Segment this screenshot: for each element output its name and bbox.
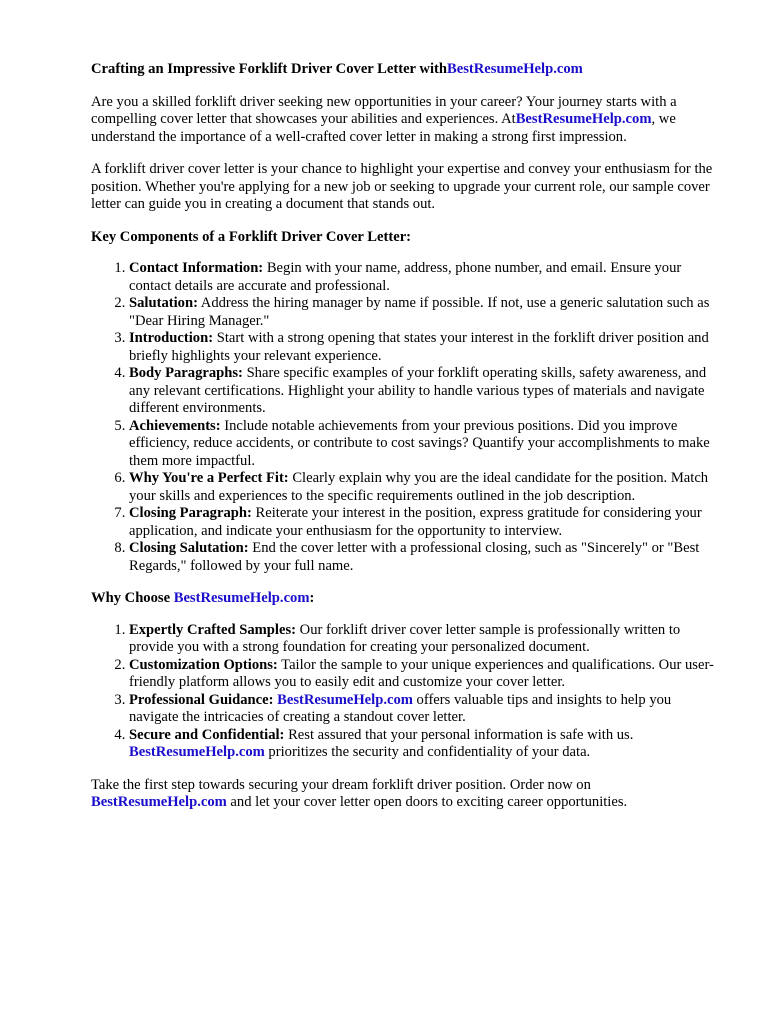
list-item: [129, 692, 718, 727]
list-item-term: Salutation:: [129, 295, 198, 311]
closing-paragraph: [91, 777, 718, 812]
list-item-term: Achievements:: [129, 417, 221, 434]
why-choose-prefix: Why Choose: [91, 590, 174, 606]
list-item-term: Closing Paragraph:: [129, 505, 252, 521]
list-item-term: Expertly Crafted Samples:: [129, 621, 296, 638]
list-item: [129, 470, 718, 505]
list-item: [129, 727, 718, 762]
title-link[interactable]: BestResumeHelp.com: [447, 61, 583, 77]
why-choose-list: [91, 622, 718, 762]
list-item-term: Secure and Confidential:: [129, 726, 285, 743]
closing-link[interactable]: BestResumeHelp.com: [91, 794, 227, 810]
intro-paragraph: [91, 94, 718, 147]
closing-text-start: Take the first step towards securing your dream forklift driver position. Order now on: [91, 776, 591, 793]
list-item-term: Professional Guidance:: [129, 691, 274, 708]
list-item-term: Closing Salutation:: [129, 540, 249, 556]
list-item-term: Contact Information:: [129, 260, 264, 276]
list-item-link[interactable]: BestResumeHelp.com: [277, 691, 413, 708]
list-item-term: Body Paragraphs:: [129, 365, 243, 381]
list-item: [129, 295, 718, 330]
list-item-text: Our forklift driver cover letter sample is professionally written to provide you with a strong foundation for creating your personalized document.: [129, 621, 681, 655]
list-item-text: Begin with your name, address, phone number, and email. Ensure your contact details are accurate and professional.: [129, 260, 682, 294]
list-item-term: Customization Options:: [129, 656, 278, 673]
list-item-text-end: prioritizes the security and confidentiality of your data.: [264, 744, 591, 760]
why-choose-link[interactable]: BestResumeHelp.com: [173, 590, 310, 606]
components-list: [91, 260, 718, 575]
list-item-text: Rest assured that your personal information is safe with us.: [284, 726, 634, 743]
list-item-text: Clearly explain why you are the ideal candidate for the position. Match your skills and experiences to the specific requirements outlined in the job description.: [129, 470, 709, 504]
list-item-text: Tailor the sample to your unique experiences and qualifications. Our user-friendly platform allows you to easily edit and customize your cover letter.: [129, 656, 714, 690]
list-item-term: Introduction:: [129, 330, 214, 346]
intro-text-end: , we understand the importance of a well-crafted cover letter in making a strong first impression.: [91, 111, 676, 145]
list-item: [129, 260, 718, 295]
list-item-text: Share specific examples of your forklift operating skills, safety awareness, and any relevant certifications. Highlight your ability to handle various types of materials and navigate different environments.: [129, 365, 707, 416]
components-heading: Key Components of a Forklift Driver Cover Letter:: [91, 228, 412, 245]
list-item-text: Include notable achievements from your previous positions. Did you improve efficiency, reduce accidents, or contribute to cost savings? Quantify your accomplishments to make them more impactful.: [129, 417, 710, 469]
intro-link[interactable]: BestResumeHelp.com: [515, 111, 652, 127]
why-choose-suffix: :: [309, 590, 315, 606]
list-item: [129, 540, 718, 575]
list-item: [129, 505, 718, 540]
list-item: [129, 330, 718, 365]
intro-text-start: Are you a skilled forklift driver seeking new opportunities in your career? Your journey starts with a compelling cover letter that showcases your abilities and experiences. At: [91, 93, 677, 127]
list-item-text: Start with a strong opening that states your interest in the forklift driver position and briefly highlights your relevant experience.: [129, 330, 709, 364]
list-item: [129, 418, 718, 471]
list-item: [129, 365, 718, 418]
why-choose-heading: [91, 590, 718, 608]
list-item: [129, 657, 718, 692]
list-item-link[interactable]: BestResumeHelp.com: [129, 744, 265, 760]
title-text: Crafting an Impressive Forklift Driver Cover Letter with: [91, 61, 447, 77]
document-title: [91, 61, 718, 79]
list-item-term: Why You're a Perfect Fit:: [129, 470, 289, 486]
second-paragraph: A forklift driver cover letter is your chance to highlight your expertise and convey your enthusiasm for the position. Whether you're applying for a new job or seeking to upgrade your current role, our sample cover letter can guide you in creating a document that stands out.: [91, 161, 713, 212]
list-item: [129, 622, 718, 657]
list-item-text: Reiterate your interest in the position, express gratitude for considering your application, and indicate your enthusiasm for the opportunity to interview.: [129, 505, 702, 539]
list-item-text: Address the hiring manager by name if possible. If not, use a generic salutation such as "Dear Hiring Manager.": [129, 295, 710, 329]
closing-text-end: and let your cover letter open doors to exciting career opportunities.: [226, 794, 628, 810]
list-item-text: offers valuable tips and insights to help you navigate the intricacies of creating a standout cover letter.: [129, 691, 672, 725]
list-item-text: End the cover letter with a professional closing, such as "Sincerely" or "Best Regards," followed by your full name.: [129, 540, 700, 574]
